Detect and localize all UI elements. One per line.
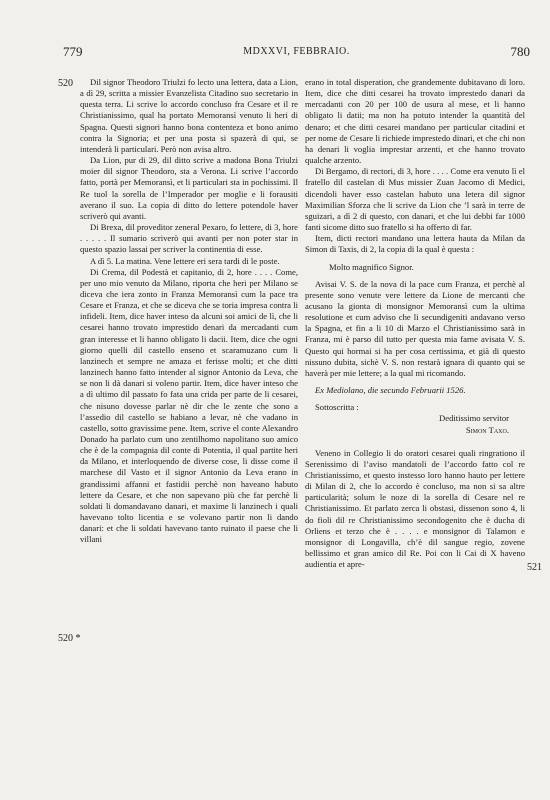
right-column <box>305 77 525 570</box>
paragraph-brexa: Di Brexa, dil proveditor zeneral Pexaro, fo lettere, di 3, hore . . . . . Il sumario scriverò qui avanti per non poter star in questo spazio lassai per scriver la continentia di esse. <box>80 222 298 255</box>
letter-dateline: Ex Mediolano, die secundo Februarii 1526. <box>315 385 466 396</box>
paragraph-adi-5: A dì 5. La matina. Vene lettere eri sera tardi di le poste. <box>90 255 280 266</box>
letter-subscription: Sottoscritta : <box>315 402 359 413</box>
paragraph-da-lion: Da Lion, pur di 29, dil ditto scrive a madona Bona Triulzi moier dil signor Theodoro, sta a Verona. Li scrive l’accordo fatto, portà per Memoransì, et li particulari sta in pochissimi. Il Re tuol la sorella de l’Imperador per moglie e li forausiti averano il suo. La copia di ditto do lettere potendole haver scriverò qui avanti. <box>80 155 298 221</box>
margin-number-520: 520 <box>58 78 73 89</box>
letter-closing: Deditissimo servitor <box>439 413 509 424</box>
left-page-number: 779 <box>63 44 83 59</box>
paragraph-bergamo: Di Bergamo, di rectori, di 3, hore . . . . Come era venuto lì el fratello dil castelan di Mus missier Zuan Jacomo di Medici, dicendoli haver esso castelan habuto una letera dil signor Maximilian Sforza che li scrive da Lion che ’l sarà in terre de sguizari, a dì 2 di questo, con danari, et che lui debbi far 1000 fanti sicome ditto suo fratello si ha offerto di far. <box>305 166 525 233</box>
letter-body: Avisai V. S. de la nova di la pace cum Franza, et perchè al presente sono venute vere lettere da Lione de mercanti che acusano la gionta di monsignor Memoransì cum la ultima resolutione et cum adviso che li secundigeniti andavano verso la Spagna, et fin a li 10 di Marzo el Christianissimo sarà in Franza, mi è parso dil tutto per questa mia farne avisata V. S. Questo qui hormai si ha per cosa certissima, et già di questo nissuno dubita, sichè V. S. non restarà ignara di quanto qui se haverà per mie lettere; a la qual mi ricomando. <box>305 278 525 378</box>
margin-number-521: 521 <box>527 562 542 573</box>
paragraph-item-rectori: Item, dicti rectori mandano una lettera hauta da Milan da Simon di Taxis, di 2, la copia di la qual è questa : <box>305 233 525 255</box>
running-title: MDXXVI, FEBBRAIO. <box>243 46 350 57</box>
margin-number-520b: 520 * <box>58 633 81 644</box>
page-header <box>63 44 530 64</box>
letter-signer: Simon Taxo. <box>465 424 509 435</box>
letter-salutation: Molto magnifico Signor. <box>329 261 414 272</box>
right-page-number: 780 <box>510 44 530 59</box>
paragraph-continuation: erano in total disperation, che grandemente dubitavano di loro. Item, dice che ditti cesarei ha trovato imprestedo danari da mercadanti con 20 per 100 de usura al mese, et li hanno obligato li datii; ma non ha potuto intender la quantità del denaro; et che ditti cesarei mandano per particular citadini et per nome de Cesare li richiede imprestedo dinari, et che chi non ha denari li voglia imprestar arzenti, et che hanno trovato qualche arzento. <box>305 77 525 166</box>
paragraph-crema: Di Crema, dil Podestà et capitanio, di 2, hore . . . . Come, per uno mio venuto da Milano, riporta che heri per Milano se diceva che iera zonto in Franza Memoransì cum la pace tra Cesare et Franza, et che se diceva che se toria impresa contra li infideli. Item, dice haver inteso da alcuni soi amici de lì, che li cesarei hanno trovato imprestido denari da mercadanti cum gran interesse et li hanno obligato li dacii. Item, dice che ogni giorno quelli dil castello enseno et scaramuzano cum li lanzinech et sempre ne amaza et ferisse molti; et che ditti lanzinech hanno fatto intender al signor Antonio da Leva, che se non li dà danari si voleno partir. Item, dice haver inteso che a dì ultimo dil passato fo fata una crida per parte de li cesarei, che nisuno dovesse parlar nè dir che le zente che sono a l’assedio dil castello se habiano a levar, nè che vadano in castello, sotto gravissime pene. Item, scrive el conte Alexandro Donado ha parlato cum uno zentilhomo napolitano suo amico che è de la compagnia dil conte di Potentia, il qual partite heri da Milano, et interloquendo de diverse cose, li disse come il marchese dil Vasto et il signor Antonio da Leva erano in grandissimi affanni et fastidii perchè non haveano habuto lettere da Cesare, et che non sapevano più che far perchè li soldati li domandavano danari, et maxime li lanzinech i quali havevano tolto licentia e se volevano partir non li dando danari: et che li soldati havevano tanto ruinato il paese che li villani <box>80 266 298 545</box>
left-column <box>80 77 298 546</box>
paragraph-collegio: Veneno in Collegio li do oratori cesarei quali ringrationo il Serenissimo di l’aviso mandatoli de l’accordo fatto col re Christianissimo, et questo instesso loro hanno hauto per lettere di Milan di 2, che lo accordo è concluso, ma non si sa altre particularità; solum le noze di la sorella di Cesare nel re Christianissimo. Et parlato zerca li obstasi, dissenon sono 4, li do fioli dil re Christianissimo secondogenito che è ducha di Orliens et terzo che è . . . . e monsignor di Talamon e monsignor di Longavilla, ch’è dil sangue regio, zovene bellissimo et gran amico dil Re. Poi con li Cai di X haveno audientia et apre- <box>305 447 525 570</box>
paragraph-theodoro: Dil signor Theodoro Triulzi fo lecto una lettera, data a Lion, a dì 29, scritta a missier Evanzelista Citadino suo secretario in questa terra. Li scrive lo accordo concluso fra Cesare et il re Christianissimo, qual ha portato Memoransì venuto li heri di Spagna. Questi signori hanno bona contenteza et bono animo contra la Signoria; et per una posta si spazerà di qui, se intenderà li particulari. Però non avisa altro. <box>80 77 298 154</box>
